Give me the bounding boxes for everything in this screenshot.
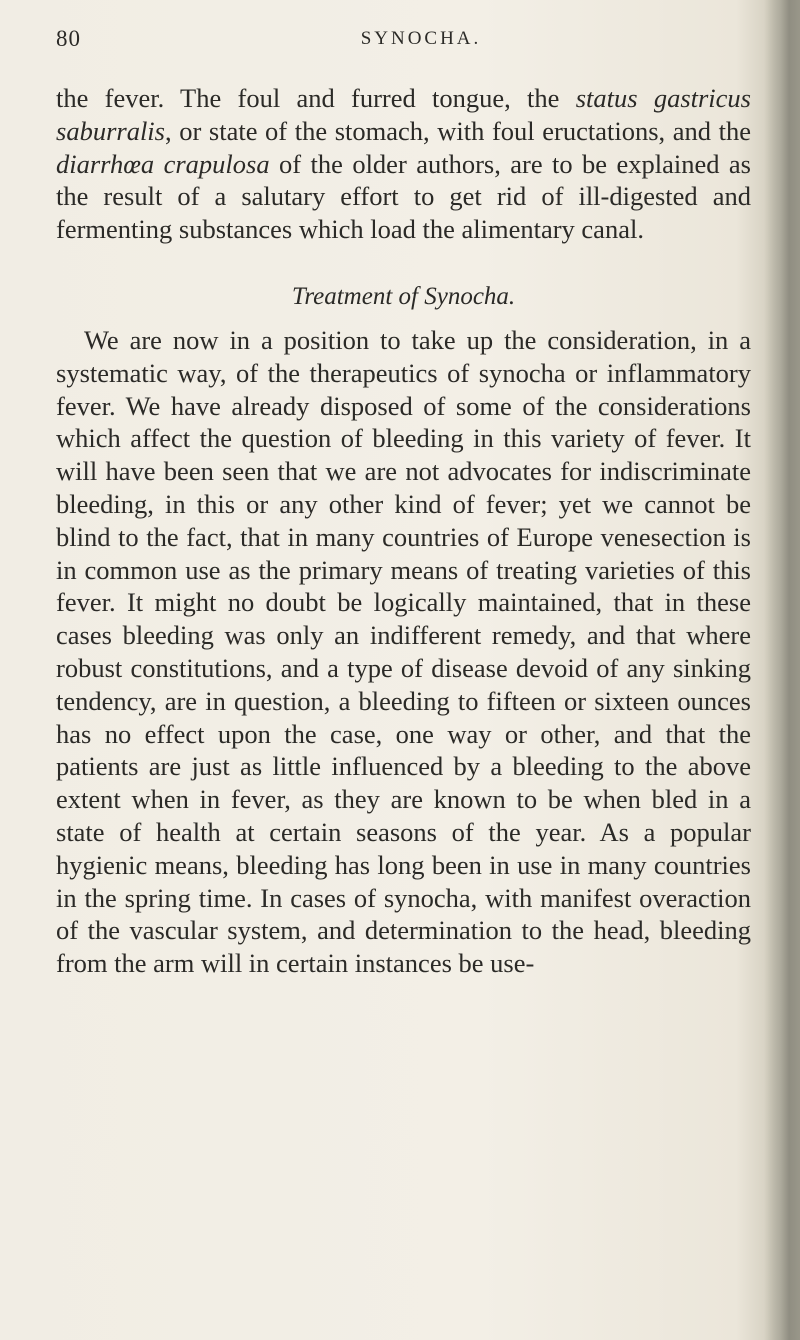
body-text (56, 82, 751, 980)
paragraph-continued (56, 82, 751, 246)
italic-term: diarrhœa crapulosa (56, 148, 270, 179)
page-header (56, 26, 746, 56)
text-run: , or state of the stomach, with foul eructations, and the (164, 115, 751, 146)
page-number: 80 (56, 26, 81, 51)
running-head: SYNOCHA. (360, 28, 482, 49)
section-heading: Treatment of Synocha. (291, 282, 516, 310)
text-run: the fever. The foul and furred tongue, the (56, 83, 576, 113)
italic-term: status gastricus saburralis (56, 83, 751, 146)
page-edge-shadow (764, 0, 800, 1340)
text-run: of the older authors, are to be explained as the result of a salutary effort to get rid of ill-digested and fermenting substances which load the alimentary canal. (56, 148, 751, 245)
paragraph: We are now in a position to take up the consideration, in a systematic way, of the therapeutics of synocha or inflammatory fever. We have already disposed of some of the considerations which affect the question of bleeding in this variety of fever. It will have been seen that we are not advocates for indiscriminate bleeding, in this or any other kind of fever; yet we cannot be blind to the fact, that in many countries of Europe venesection is in common use as the primary means of treating varieties of this fever. It might no doubt be logically maintained, that in these cases bleeding was only an indifferent remedy, and that where robust constitutions, and a type of disease devoid of any sinking tendency, are in question, a bleeding to fifteen or sixteen ounces has no effect upon the case, one way or other, and that the patients are just as little influenced by a bleeding to the above extent when in fever, as they are known to be when bled in a state of health at certain seasons of the year. As a popular hygienic means, bleeding has long been in use in many countries in the spring time. In cases of synocha, with manifest overaction of the vascular system, and determination to the head, bleeding from the arm will in certain instances be use- (56, 324, 751, 979)
